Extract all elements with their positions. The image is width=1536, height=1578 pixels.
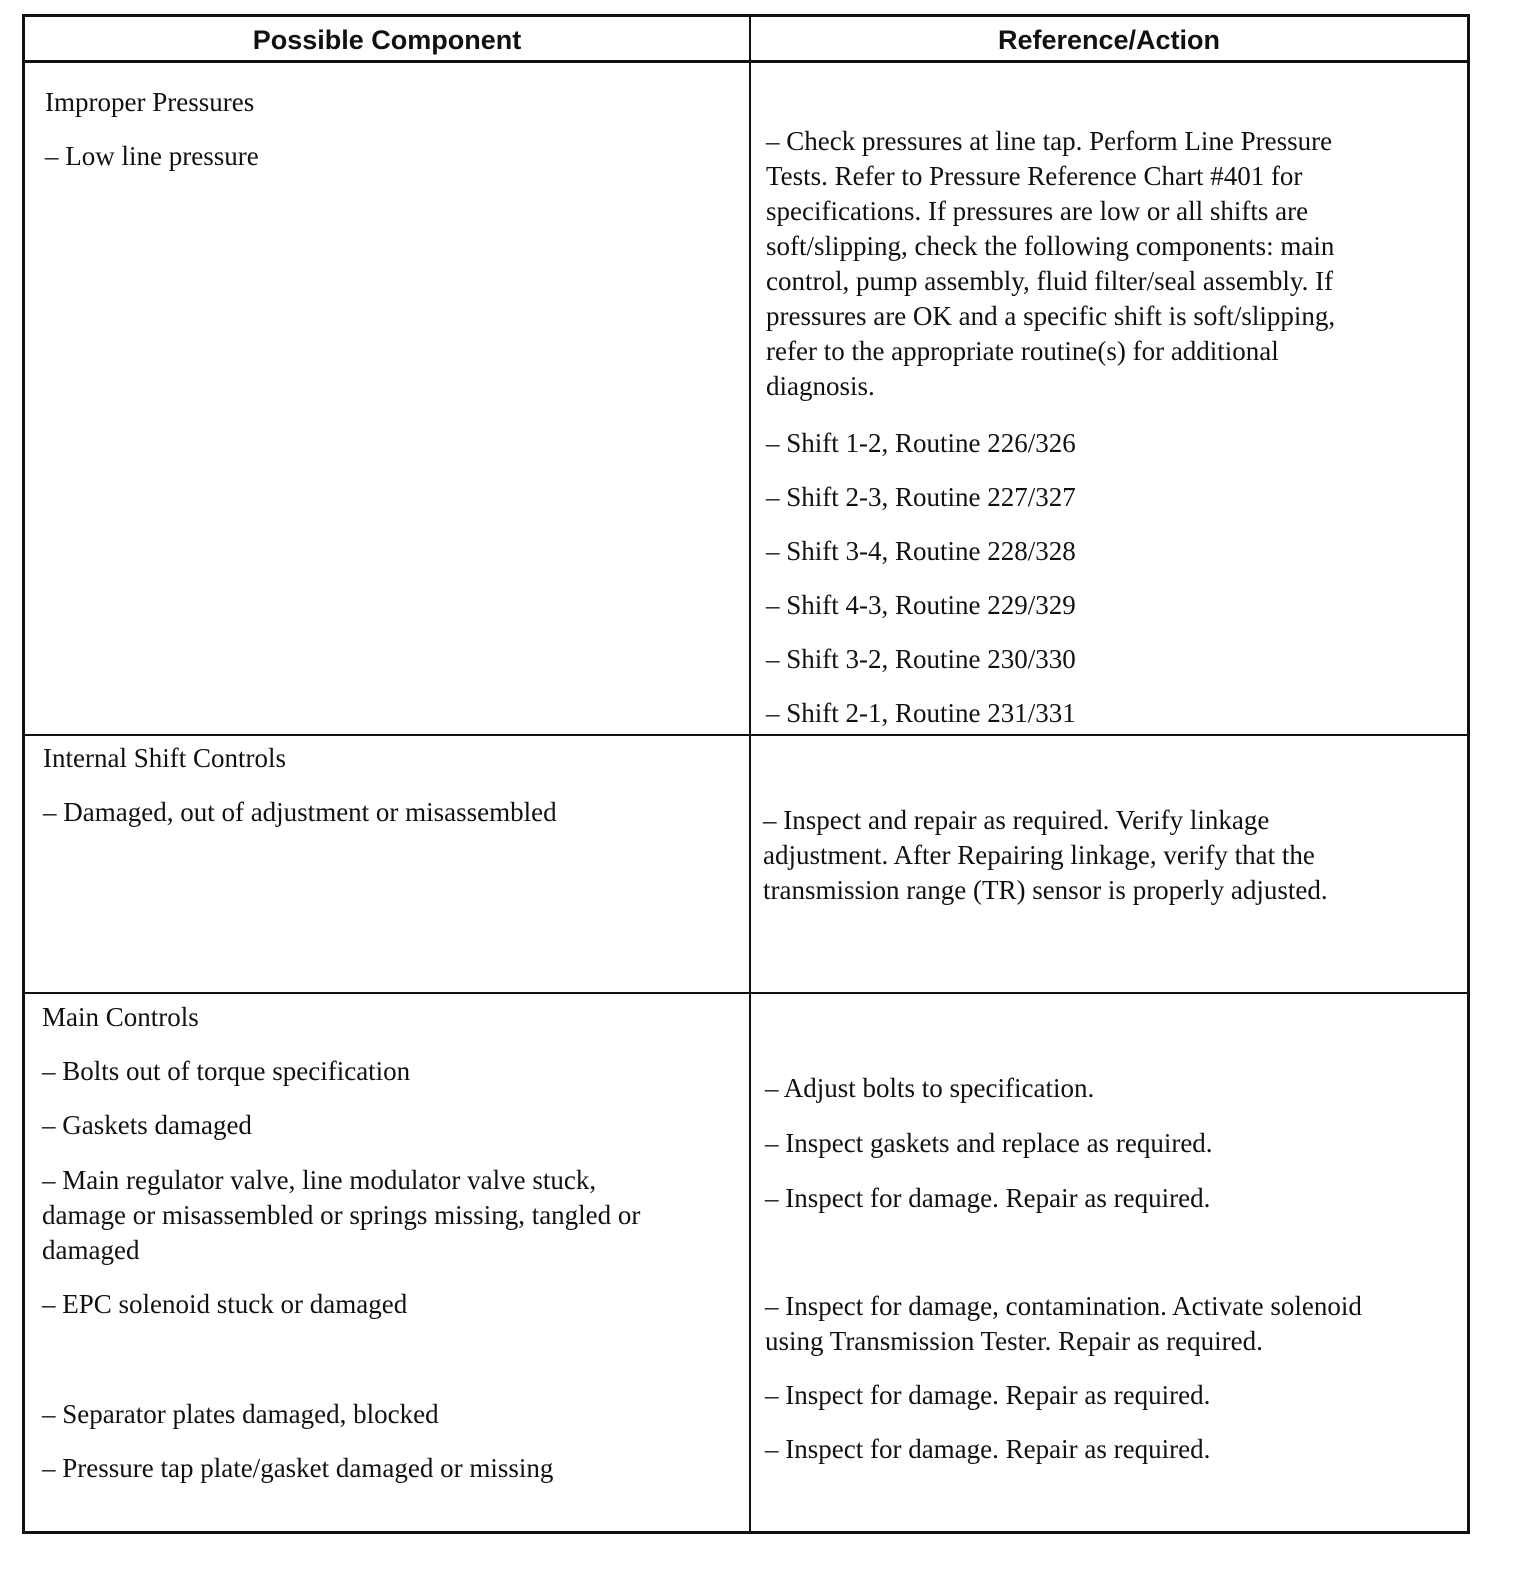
component-low-line-pressure: – Low line pressure xyxy=(45,141,259,171)
routine-item: – Shift 3-2, Routine 230/330 xyxy=(766,644,1076,674)
header-possible-component: Possible Component xyxy=(252,24,522,55)
routine-item: – Shift 1-2, Routine 226/326 xyxy=(766,428,1076,458)
action-inspect-contamination: – Inspect for damage, contamination. Activate solenoid using Transmission Tester. Repair as required. xyxy=(765,1291,1362,1356)
diagnosis-table xyxy=(22,14,1470,1534)
action-inspect-gaskets: – Inspect gaskets and replace as required. xyxy=(765,1128,1213,1158)
component-damaged-misassembled: – Damaged, out of adjustment or misassembled xyxy=(43,797,557,827)
component-pressure-tap-plate: – Pressure tap plate/gasket damaged or missing xyxy=(42,1453,554,1483)
action-inspect-damage: – Inspect for damage. Repair as required. xyxy=(765,1183,1211,1213)
column-divider xyxy=(749,17,751,1531)
routine-item: – Shift 2-1, Routine 231/331 xyxy=(766,698,1076,728)
routine-item: – Shift 4-3, Routine 229/329 xyxy=(766,590,1076,620)
action-inspect-damage: – Inspect for damage. Repair as required. xyxy=(765,1380,1211,1410)
component-main-regulator-valve: – Main regulator valve, line modulator valve stuck, damage or misassembled or springs missing, tangled or damaged xyxy=(42,1165,641,1265)
component-separator-plates: – Separator plates damaged, blocked xyxy=(42,1399,439,1429)
section-title-improper-pressures: Improper Pressures xyxy=(45,87,255,117)
component-epc-solenoid: – EPC solenoid stuck or damaged xyxy=(42,1289,408,1319)
action-adjust-bolts: – Adjust bolts to specification. xyxy=(765,1073,1095,1103)
routine-item: – Shift 3-4, Routine 228/328 xyxy=(766,536,1076,566)
row-divider-1 xyxy=(25,734,1467,736)
section-title-internal-shift-controls: Internal Shift Controls xyxy=(43,743,286,773)
routine-item: – Shift 2-3, Routine 227/327 xyxy=(766,482,1076,512)
action-inspect-repair-linkage: – Inspect and repair as required. Verify linkage adjustment. After Repairing linkage, verify that the transmission range (TR) sensor is properly adjusted. xyxy=(763,805,1328,905)
action-check-pressures: – Check pressures at line tap. Perform Line Pressure Tests. Refer to Pressure Reference Chart #401 for specifications. If pressures are low or all shifts are soft/slipping, check the following components: main control, pump assembly, fluid filter/seal assembly. If pressures are OK and a specific shift is soft/slipping, refer to the appropriate routine(s) for additional diagnosis. xyxy=(766,126,1336,401)
action-inspect-damage: – Inspect for damage. Repair as required. xyxy=(765,1434,1211,1464)
header-reference-action: Reference/Action xyxy=(997,24,1221,55)
component-gaskets-damaged: – Gaskets damaged xyxy=(42,1110,252,1140)
row-divider-2 xyxy=(25,992,1467,994)
component-bolts-torque: – Bolts out of torque specification xyxy=(42,1056,411,1086)
section-title-main-controls: Main Controls xyxy=(42,1002,199,1032)
